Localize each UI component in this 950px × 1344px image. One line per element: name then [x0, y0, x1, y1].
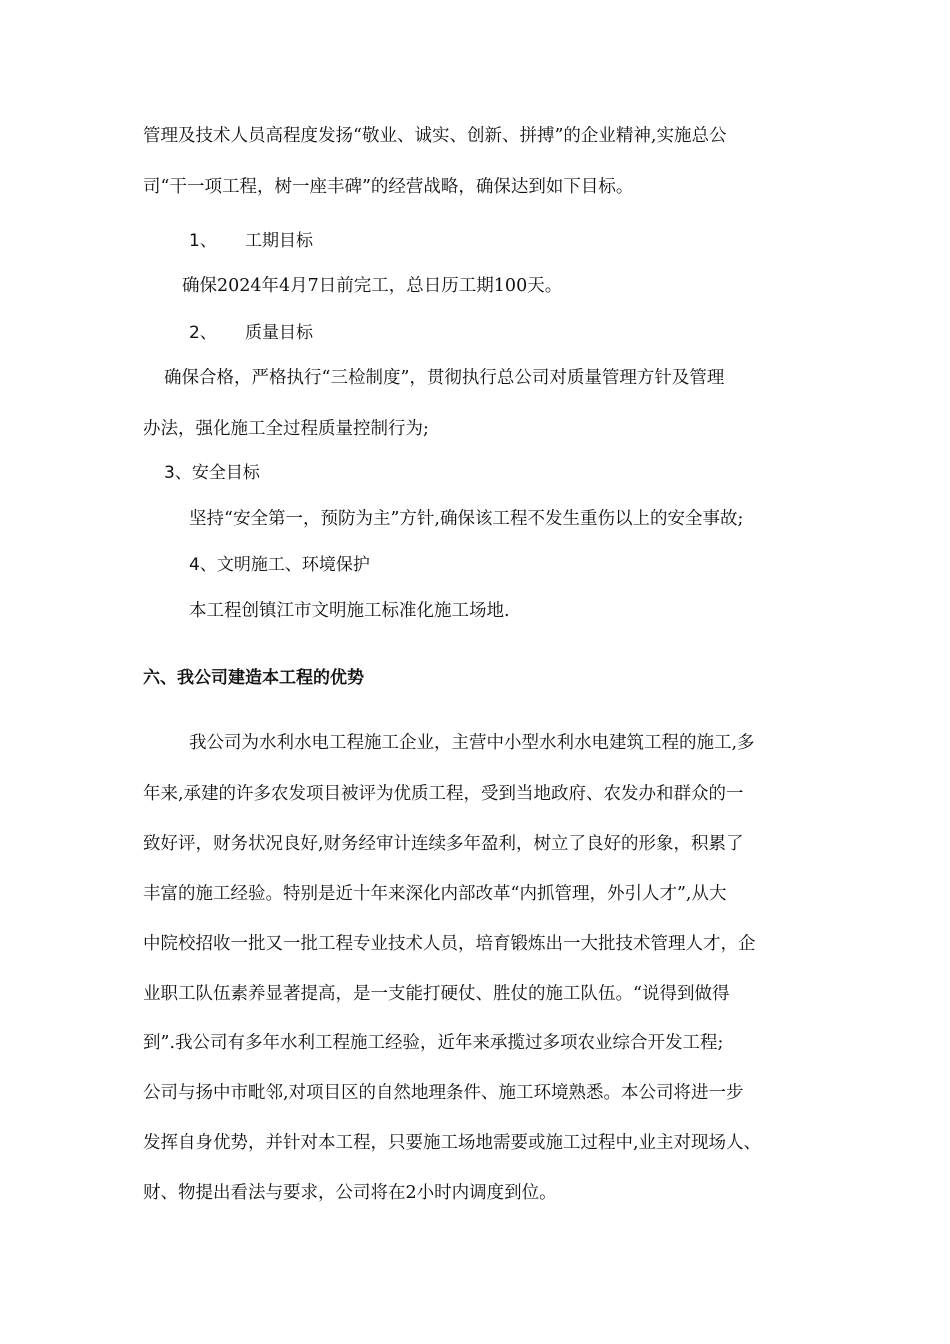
- goal-3-heading: 3、安全目标: [164, 463, 260, 483]
- goal-2-heading: [189, 321, 313, 345]
- section-6-line-5: 中院校招收一批又一批工程专业技术人员，培育锻炼出一大批技术管理人才，企: [143, 934, 756, 954]
- goal-1-title: 工期目标: [245, 231, 313, 251]
- section-6-line-4: 丰富的施工经验。特别是近十年来深化内部改革“内抓管理，外引人才”,从大: [143, 884, 727, 904]
- goal-1-body: 确保2024年4月7日前完工，总日历工期100天。: [182, 276, 563, 296]
- intro-line-2: 司“干一项工程，树一座丰碑”的经营战略，确保达到如下目标。: [143, 177, 634, 197]
- goal-2-body-line-2: 办法，强化施工全过程质量控制行为;: [143, 419, 429, 439]
- goal-4-heading: 4、文明施工、环境保护: [189, 555, 370, 575]
- goal-4-body: 本工程创镇江市文明施工标准化施工场地.: [189, 601, 510, 621]
- intro-line-1: 管理及技术人员高程度发扬“敬业、诚实、创新、拼搏”的企业精神,实施总公: [143, 126, 727, 146]
- section-6-line-2: 年来,承建的许多农发项目被评为优质工程，受到当地政府、农发办和群众的一: [143, 784, 744, 804]
- section-6-line-9: 发挥自身优势，并针对本工程，只要施工场地需要或施工过程中,业主对现场人、: [143, 1133, 762, 1153]
- goal-2-body-line-1: 确保合格，严格执行“三检制度”，贯彻执行总公司对质量管理方针及管理: [164, 368, 725, 388]
- goal-3-body: 坚持“安全第一，预防为主”方针,确保该工程不发生重伤以上的安全事故;: [189, 509, 744, 529]
- section-6-line-10: 财、物提出看法与要求，公司将在2小时内调度到位。: [143, 1183, 557, 1203]
- section-6-line-7: 到”.我公司有多年水利工程施工经验，近年来承揽过多项农业综合开发工程;: [143, 1033, 724, 1053]
- section-6-line-8: 公司与扬中市毗邻,对项目区的自然地理条件、施工环境熟悉。本公司将进一步: [143, 1083, 744, 1103]
- goal-1-heading: [189, 229, 313, 253]
- section-6-heading: 六、我公司建造本工程的优势: [143, 668, 364, 688]
- section-6-line-1: 我公司为水利水电工程施工企业，主营中小型水利水电建筑工程的施工,多: [189, 733, 755, 753]
- goal-1-number: 1、: [189, 231, 217, 251]
- goal-2-title: 质量目标: [245, 323, 313, 343]
- section-6-line-3: 致好评，财务状况良好,财务经审计连续多年盈利，树立了良好的形象，积累了: [143, 834, 744, 854]
- goal-2-number: 2、: [189, 323, 217, 343]
- section-6-line-6: 业职工队伍素养显著提高，是一支能打硬仗、胜仗的施工队伍。“说得到做得: [143, 984, 730, 1004]
